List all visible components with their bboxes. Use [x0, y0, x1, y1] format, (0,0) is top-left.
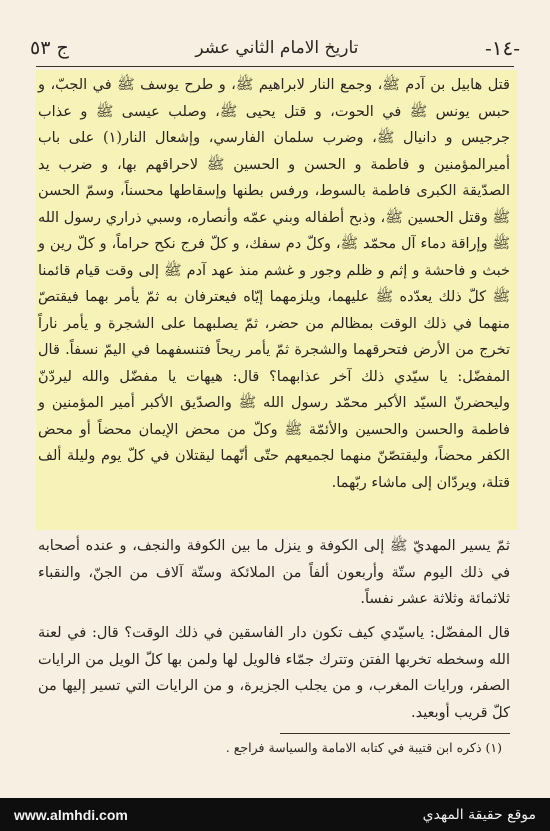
site-name: موقع حقيقة المهدي	[422, 806, 536, 823]
page-header	[30, 30, 520, 66]
volume-number: ج ٥٣	[30, 37, 69, 59]
page-number: -١٤-	[484, 36, 520, 60]
paragraph-mufaddal-question: قال المفضّل: ياسيّدي كيف تكون دار الفاسقين في ذلك الوقت؟ قال: في لعنة الله وسخطه تخربها الفتن وتترك جمّاء فالويل لها ولمن بها كلّ الويل من الرايات الصفر، ورايات المغرب، و من يجلب الجزيرة، و من الرايات التي تسير إليها من كلّ قريب أوبعيد.	[38, 625, 510, 721]
footnote-rule	[280, 733, 510, 734]
footnote: (١) ذكره ابن قتيبة في كتابه الامامة والسياسة فراجع .	[225, 740, 502, 755]
site-footer-bar	[0, 798, 550, 831]
running-title: تاريخ الامام الثاني عشر	[195, 38, 359, 58]
paragraph-highlighted: قتل هابيل بن آدم ﷺ، وجمع النار لابراهيم ﷺ، و طرح يوسف ﷺ في الجبّ، و حبس يونس ﷺ في الحوت، و قتل يحيى ﷺ، وصلب عيسى ﷺ و عذاب جرجيس و دانيال ﷺ، وضرب سلمان الفارسي، وإشعال النار(١) على باب أميرالمؤمنين و فاطمة و الحسن و الحسين ﷺ لاحراقهم بها، و ضرب يد الصدّيقة الكبرى فاطمة بالسوط، ورفس بطنها وإسقاطها محسناً، وسمّ الحسن ﷺ وقتل الحسين ﷺ، وذبح أطفاله وبني عمّه وأنصاره، وسبي ذراري رسول الله ﷺ وإراقة دماء آل محمّد ﷺ، وكلّ دم سفك، و كلّ فرج نكح حراماً، و كلّ رين و خبث و فاحشة و إثم و ظلم وجور و غشم منذ عهد آدم ﷺ إلى وقت قيام قائمنا ﷺ كلّ ذلك يعدّده ﷺ عليهما، ويلزمهما إيّاه فيعترفان به ثمّ يأمر بهما فيقتصّ منهما في ذلك الوقت بمظالم من حضر، ثمّ يصلبهما على الشجرة و يأمر ناراً تخرج من الأرض فتحرقهما والشجرة ثمّ يأمر ريحاً فتنسفهما في اليمّ نسفاً. قال المفضّل: يا سيّدي ذلك آخر عذابهما؟ قال: هيهات يا مفضّل والله ليردّنّ وليحضرنّ السيّد الأكبر محمّد رسول الله ﷺ والصدّيق الأكبر أمير المؤمنين و فاطمة والحسن والحسين والأئمّة ﷺ وكلّ من محض الإيمان محضاً أو محض الكفر محضاً، وليقتصّنّ منهما لجميعهم حتّى أنّهما ليقتلان في كلّ يوم وليلة ألف قتلة، ويردّان إلى ماشاء ربّهما.	[38, 77, 510, 491]
paragraph-mahdi-kufa: ثمّ يسير المهديّ ﷺ إلى الكوفة و ينزل ما بين الكوفة والنجف، و عنده أصحابه في ذلك اليوم ستّة وأربعون ألفاً من الملائكة وستّة آلاف من الجنّ، والنقباء ثلاثمائة وثلاثة عشر نفساً.	[38, 538, 510, 607]
site-url-link[interactable]: www.almhdi.com	[14, 806, 128, 823]
header-rule	[36, 66, 514, 67]
